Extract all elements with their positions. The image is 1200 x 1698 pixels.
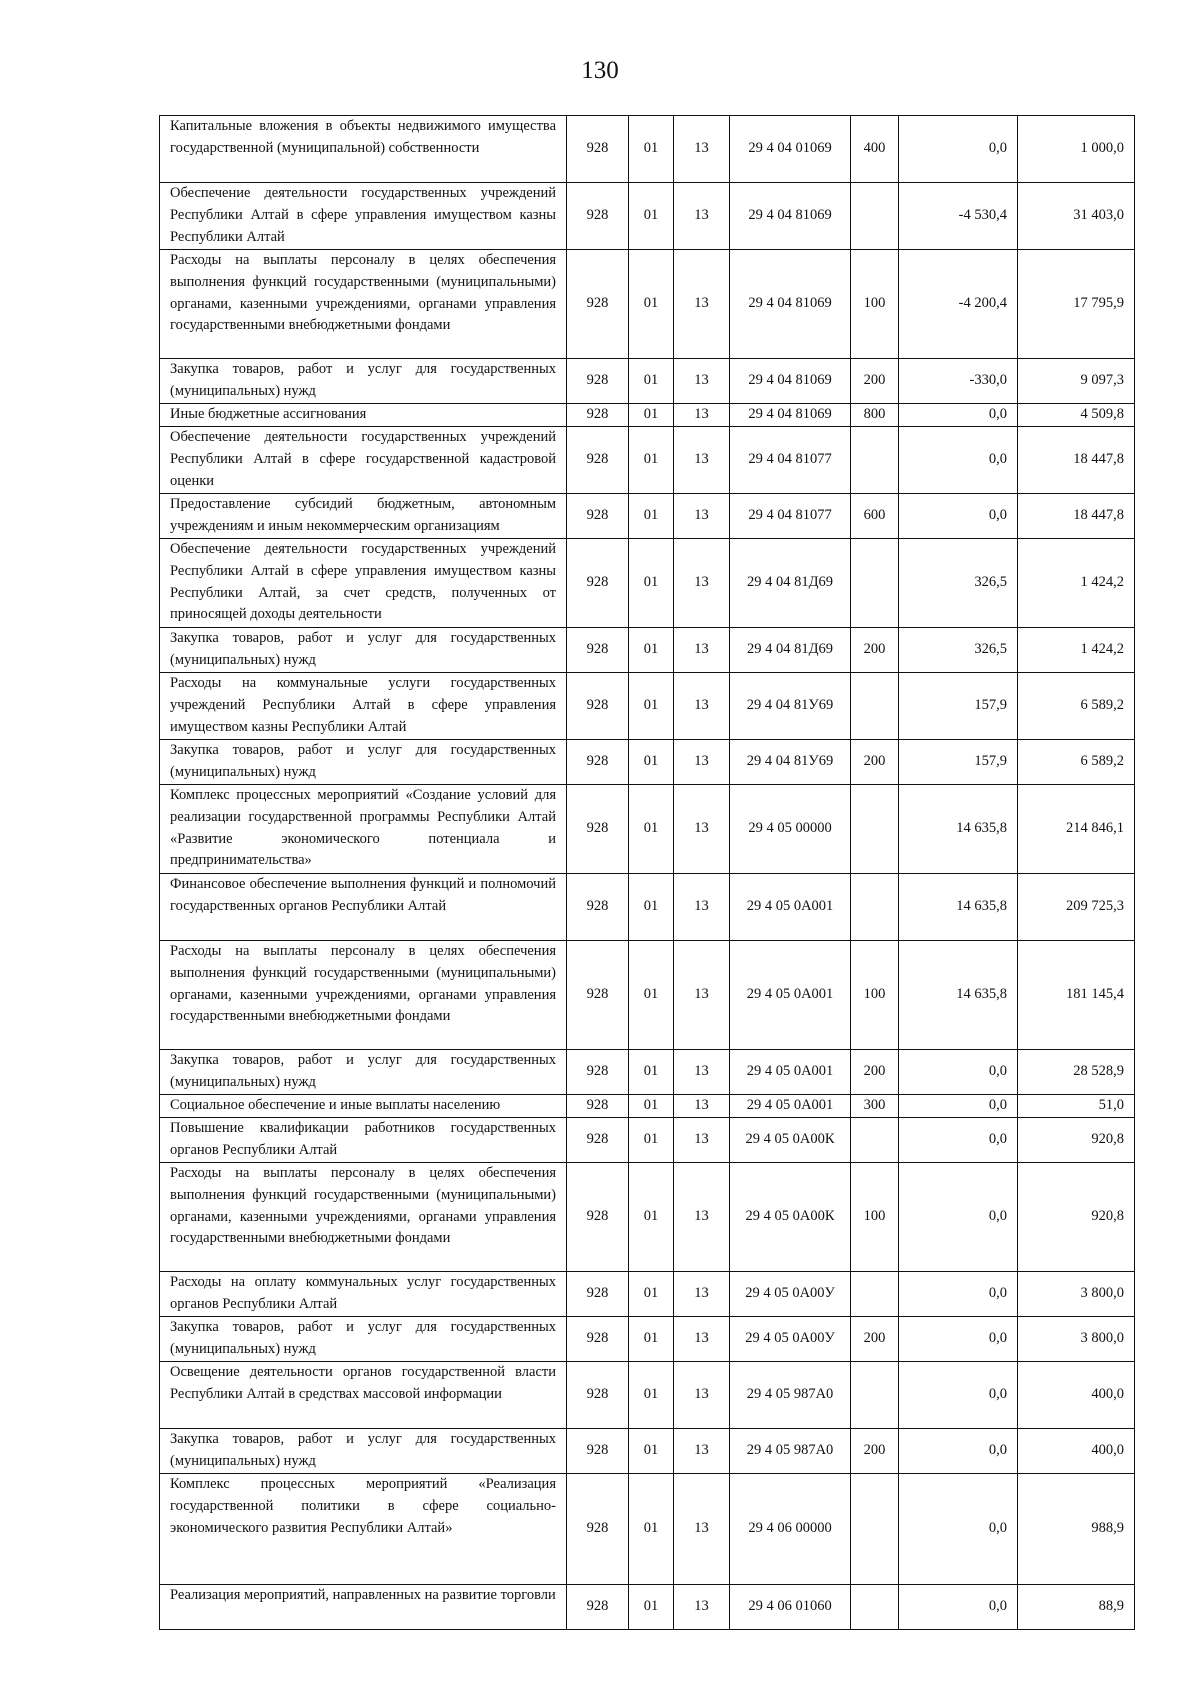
row-rz-cell: 01 bbox=[629, 183, 674, 250]
row-rz-cell: 01 bbox=[629, 628, 674, 673]
row-pr-cell: 13 bbox=[674, 1118, 730, 1163]
row-vr-cell: 200 bbox=[851, 628, 899, 673]
table-row bbox=[160, 740, 1135, 785]
row-gr-cell: 928 bbox=[567, 785, 629, 874]
row-pr-cell: 13 bbox=[674, 539, 730, 628]
row-total-cell: 6 589,2 bbox=[1018, 740, 1135, 785]
row-total-cell: 4 509,8 bbox=[1018, 404, 1135, 427]
row-csr-cell: 29 4 04 81Д69 bbox=[730, 628, 851, 673]
row-pr-cell: 13 bbox=[674, 427, 730, 494]
row-change-cell: 0,0 bbox=[899, 1474, 1018, 1585]
row-name-cell: Социальное обеспечение и иные выплаты населению bbox=[160, 1095, 567, 1118]
row-rz-cell: 01 bbox=[629, 1585, 674, 1630]
row-change-cell: -4 200,4 bbox=[899, 250, 1018, 359]
row-pr-cell: 13 bbox=[674, 1429, 730, 1474]
table-row bbox=[160, 427, 1135, 494]
row-gr-cell: 928 bbox=[567, 740, 629, 785]
row-name-cell: Обеспечение деятельности государственных учреждений Республики Алтай в сфере управления имуществом казны Республики Алтай, за счет средств, полученных от приносящей доходы деятельности bbox=[160, 539, 567, 628]
row-pr-cell: 13 bbox=[674, 874, 730, 941]
row-vr-cell bbox=[851, 673, 899, 740]
row-gr-cell: 928 bbox=[567, 1118, 629, 1163]
table-row bbox=[160, 1095, 1135, 1118]
row-pr-cell: 13 bbox=[674, 628, 730, 673]
row-vr-cell bbox=[851, 427, 899, 494]
row-gr-cell: 928 bbox=[567, 404, 629, 427]
row-csr-cell: 29 4 05 00000 bbox=[730, 785, 851, 874]
row-vr-cell: 200 bbox=[851, 740, 899, 785]
row-name-cell: Закупка товаров, работ и услуг для государственных (муниципальных) нужд bbox=[160, 628, 567, 673]
row-name-cell: Обеспечение деятельности государственных учреждений Республики Алтай в сфере управления имуществом казны Республики Алтай bbox=[160, 183, 567, 250]
row-pr-cell: 13 bbox=[674, 1163, 730, 1272]
row-gr-cell: 928 bbox=[567, 539, 629, 628]
table-row bbox=[160, 404, 1135, 427]
row-total-cell: 1 000,0 bbox=[1018, 116, 1135, 183]
row-rz-cell: 01 bbox=[629, 116, 674, 183]
row-csr-cell: 29 4 05 987А0 bbox=[730, 1362, 851, 1429]
row-name-cell: Предоставление субсидий бюджетным, автономным учреждениям и иным некоммерческим организациям bbox=[160, 494, 567, 539]
row-total-cell: 209 725,3 bbox=[1018, 874, 1135, 941]
row-pr-cell: 13 bbox=[674, 404, 730, 427]
row-csr-cell: 29 4 04 81077 bbox=[730, 427, 851, 494]
row-csr-cell: 29 4 05 0А001 bbox=[730, 1095, 851, 1118]
row-gr-cell: 928 bbox=[567, 1429, 629, 1474]
row-vr-cell bbox=[851, 1272, 899, 1317]
row-gr-cell: 928 bbox=[567, 359, 629, 404]
row-change-cell: 0,0 bbox=[899, 1118, 1018, 1163]
row-change-cell: 14 635,8 bbox=[899, 941, 1018, 1050]
row-rz-cell: 01 bbox=[629, 1474, 674, 1585]
row-csr-cell: 29 4 05 0А001 bbox=[730, 874, 851, 941]
row-pr-cell: 13 bbox=[674, 359, 730, 404]
table-row bbox=[160, 941, 1135, 1050]
row-change-cell: 14 635,8 bbox=[899, 874, 1018, 941]
row-rz-cell: 01 bbox=[629, 1118, 674, 1163]
table-row bbox=[160, 1317, 1135, 1362]
row-gr-cell: 928 bbox=[567, 427, 629, 494]
row-gr-cell: 928 bbox=[567, 1362, 629, 1429]
row-csr-cell: 29 4 04 81077 bbox=[730, 494, 851, 539]
row-name-cell: Комплекс процессных мероприятий «Создание условий для реализации государственной программы Республики Алтай «Развитие экономического потенциала и предпринимательства» bbox=[160, 785, 567, 874]
row-total-cell: 181 145,4 bbox=[1018, 941, 1135, 1050]
row-name-cell: Расходы на выплаты персоналу в целях обеспечения выполнения функций государственными (муниципальными) органами, казенными учреждениями, органами управления государственными внебюджетными фондами bbox=[160, 250, 567, 359]
row-csr-cell: 29 4 04 81069 bbox=[730, 404, 851, 427]
row-name-cell: Расходы на коммунальные услуги государственных учреждений Республики Алтай в сфере управления имуществом казны Республики Алтай bbox=[160, 673, 567, 740]
row-change-cell: 326,5 bbox=[899, 628, 1018, 673]
row-gr-cell: 928 bbox=[567, 1272, 629, 1317]
row-change-cell: -330,0 bbox=[899, 359, 1018, 404]
row-rz-cell: 01 bbox=[629, 1317, 674, 1362]
row-total-cell: 28 528,9 bbox=[1018, 1050, 1135, 1095]
row-name-cell: Повышение квалификации работников государственных органов Республики Алтай bbox=[160, 1118, 567, 1163]
row-change-cell: 0,0 bbox=[899, 1163, 1018, 1272]
table-row bbox=[160, 116, 1135, 183]
row-name-cell: Закупка товаров, работ и услуг для государственных (муниципальных) нужд bbox=[160, 1429, 567, 1474]
row-change-cell: 326,5 bbox=[899, 539, 1018, 628]
row-vr-cell bbox=[851, 1585, 899, 1630]
row-csr-cell: 29 4 06 01060 bbox=[730, 1585, 851, 1630]
row-vr-cell: 200 bbox=[851, 1429, 899, 1474]
row-vr-cell bbox=[851, 539, 899, 628]
row-gr-cell: 928 bbox=[567, 1050, 629, 1095]
row-pr-cell: 13 bbox=[674, 740, 730, 785]
table-row bbox=[160, 1118, 1135, 1163]
row-gr-cell: 928 bbox=[567, 1317, 629, 1362]
row-vr-cell bbox=[851, 1118, 899, 1163]
row-vr-cell: 200 bbox=[851, 359, 899, 404]
row-gr-cell: 928 bbox=[567, 874, 629, 941]
row-vr-cell bbox=[851, 1474, 899, 1585]
row-vr-cell bbox=[851, 874, 899, 941]
row-pr-cell: 13 bbox=[674, 673, 730, 740]
row-rz-cell: 01 bbox=[629, 941, 674, 1050]
row-rz-cell: 01 bbox=[629, 1272, 674, 1317]
table-row bbox=[160, 494, 1135, 539]
row-csr-cell: 29 4 04 01069 bbox=[730, 116, 851, 183]
row-csr-cell: 29 4 04 81У69 bbox=[730, 740, 851, 785]
row-change-cell: 0,0 bbox=[899, 1362, 1018, 1429]
row-total-cell: 920,8 bbox=[1018, 1118, 1135, 1163]
row-pr-cell: 13 bbox=[674, 494, 730, 539]
row-vr-cell: 100 bbox=[851, 941, 899, 1050]
row-gr-cell: 928 bbox=[567, 1585, 629, 1630]
row-change-cell: 157,9 bbox=[899, 673, 1018, 740]
row-csr-cell: 29 4 04 81Д69 bbox=[730, 539, 851, 628]
budget-table bbox=[159, 115, 1135, 1630]
row-change-cell: 0,0 bbox=[899, 1050, 1018, 1095]
table-row bbox=[160, 785, 1135, 874]
row-vr-cell: 200 bbox=[851, 1317, 899, 1362]
row-vr-cell bbox=[851, 785, 899, 874]
row-name-cell: Обеспечение деятельности государственных учреждений Республики Алтай в сфере государственной кадастровой оценки bbox=[160, 427, 567, 494]
row-gr-cell: 928 bbox=[567, 1095, 629, 1118]
row-rz-cell: 01 bbox=[629, 1095, 674, 1118]
row-total-cell: 3 800,0 bbox=[1018, 1317, 1135, 1362]
row-pr-cell: 13 bbox=[674, 1362, 730, 1429]
table-row bbox=[160, 673, 1135, 740]
table-row bbox=[160, 1163, 1135, 1272]
row-gr-cell: 928 bbox=[567, 250, 629, 359]
row-gr-cell: 928 bbox=[567, 183, 629, 250]
row-total-cell: 88,9 bbox=[1018, 1585, 1135, 1630]
row-total-cell: 18 447,8 bbox=[1018, 427, 1135, 494]
row-gr-cell: 928 bbox=[567, 628, 629, 673]
row-change-cell: 157,9 bbox=[899, 740, 1018, 785]
row-name-cell: Освещение деятельности органов государственной власти Республики Алтай в средствах массовой информации bbox=[160, 1362, 567, 1429]
row-rz-cell: 01 bbox=[629, 359, 674, 404]
row-gr-cell: 928 bbox=[567, 1474, 629, 1585]
row-vr-cell bbox=[851, 1362, 899, 1429]
row-pr-cell: 13 bbox=[674, 1272, 730, 1317]
row-rz-cell: 01 bbox=[629, 494, 674, 539]
row-rz-cell: 01 bbox=[629, 740, 674, 785]
row-rz-cell: 01 bbox=[629, 1362, 674, 1429]
row-change-cell: 0,0 bbox=[899, 404, 1018, 427]
row-total-cell: 400,0 bbox=[1018, 1362, 1135, 1429]
row-change-cell: 0,0 bbox=[899, 1429, 1018, 1474]
row-rz-cell: 01 bbox=[629, 427, 674, 494]
row-change-cell: 0,0 bbox=[899, 1272, 1018, 1317]
row-rz-cell: 01 bbox=[629, 1429, 674, 1474]
row-rz-cell: 01 bbox=[629, 250, 674, 359]
row-name-cell: Закупка товаров, работ и услуг для государственных (муниципальных) нужд bbox=[160, 1050, 567, 1095]
row-pr-cell: 13 bbox=[674, 250, 730, 359]
row-rz-cell: 01 bbox=[629, 404, 674, 427]
row-total-cell: 920,8 bbox=[1018, 1163, 1135, 1272]
row-vr-cell bbox=[851, 183, 899, 250]
row-csr-cell: 29 4 04 81069 bbox=[730, 359, 851, 404]
row-total-cell: 400,0 bbox=[1018, 1429, 1135, 1474]
row-name-cell: Финансовое обеспечение выполнения функций и полномочий государственных органов Республики Алтай bbox=[160, 874, 567, 941]
row-name-cell: Иные бюджетные ассигнования bbox=[160, 404, 567, 427]
row-total-cell: 3 800,0 bbox=[1018, 1272, 1135, 1317]
row-pr-cell: 13 bbox=[674, 1050, 730, 1095]
row-vr-cell: 100 bbox=[851, 250, 899, 359]
table-row bbox=[160, 874, 1135, 941]
row-pr-cell: 13 bbox=[674, 1474, 730, 1585]
row-rz-cell: 01 bbox=[629, 673, 674, 740]
row-change-cell: 0,0 bbox=[899, 1585, 1018, 1630]
row-total-cell: 1 424,2 bbox=[1018, 628, 1135, 673]
row-total-cell: 17 795,9 bbox=[1018, 250, 1135, 359]
row-csr-cell: 29 4 04 81069 bbox=[730, 250, 851, 359]
row-vr-cell: 400 bbox=[851, 116, 899, 183]
row-change-cell: 14 635,8 bbox=[899, 785, 1018, 874]
table-row bbox=[160, 1585, 1135, 1630]
row-gr-cell: 928 bbox=[567, 1163, 629, 1272]
row-total-cell: 6 589,2 bbox=[1018, 673, 1135, 740]
row-gr-cell: 928 bbox=[567, 941, 629, 1050]
row-rz-cell: 01 bbox=[629, 1163, 674, 1272]
row-name-cell: Закупка товаров, работ и услуг для государственных (муниципальных) нужд bbox=[160, 1317, 567, 1362]
row-name-cell: Расходы на оплату коммунальных услуг государственных органов Республики Алтай bbox=[160, 1272, 567, 1317]
row-gr-cell: 928 bbox=[567, 494, 629, 539]
row-gr-cell: 928 bbox=[567, 673, 629, 740]
row-change-cell: 0,0 bbox=[899, 1317, 1018, 1362]
row-change-cell: 0,0 bbox=[899, 116, 1018, 183]
row-pr-cell: 13 bbox=[674, 116, 730, 183]
row-change-cell: -4 530,4 bbox=[899, 183, 1018, 250]
table-row bbox=[160, 1474, 1135, 1585]
row-change-cell: 0,0 bbox=[899, 427, 1018, 494]
row-rz-cell: 01 bbox=[629, 1050, 674, 1095]
row-gr-cell: 928 bbox=[567, 116, 629, 183]
row-rz-cell: 01 bbox=[629, 874, 674, 941]
row-vr-cell: 600 bbox=[851, 494, 899, 539]
table-row bbox=[160, 1050, 1135, 1095]
row-total-cell: 9 097,3 bbox=[1018, 359, 1135, 404]
row-name-cell: Реализация мероприятий, направленных на развитие торговли bbox=[160, 1585, 567, 1630]
table-row bbox=[160, 628, 1135, 673]
row-total-cell: 31 403,0 bbox=[1018, 183, 1135, 250]
row-name-cell: Расходы на выплаты персоналу в целях обеспечения выполнения функций государственными (муниципальными) органами, казенными учреждениями, органами управления государственными внебюджетными фондами bbox=[160, 1163, 567, 1272]
row-csr-cell: 29 4 05 0А00У bbox=[730, 1317, 851, 1362]
table-row bbox=[160, 539, 1135, 628]
row-csr-cell: 29 4 05 987А0 bbox=[730, 1429, 851, 1474]
row-csr-cell: 29 4 04 81У69 bbox=[730, 673, 851, 740]
row-pr-cell: 13 bbox=[674, 1317, 730, 1362]
row-csr-cell: 29 4 05 0А001 bbox=[730, 1050, 851, 1095]
row-name-cell: Капитальные вложения в объекты недвижимого имущества государственной (муниципальной) собственности bbox=[160, 116, 567, 183]
row-name-cell: Закупка товаров, работ и услуг для государственных (муниципальных) нужд bbox=[160, 359, 567, 404]
row-csr-cell: 29 4 06 00000 bbox=[730, 1474, 851, 1585]
row-change-cell: 0,0 bbox=[899, 1095, 1018, 1118]
row-csr-cell: 29 4 05 0А00У bbox=[730, 1272, 851, 1317]
row-pr-cell: 13 bbox=[674, 785, 730, 874]
table-row bbox=[160, 1272, 1135, 1317]
page-number: 130 bbox=[581, 57, 619, 84]
row-total-cell: 988,9 bbox=[1018, 1474, 1135, 1585]
row-vr-cell: 800 bbox=[851, 404, 899, 427]
row-rz-cell: 01 bbox=[629, 539, 674, 628]
table-row bbox=[160, 250, 1135, 359]
row-total-cell: 18 447,8 bbox=[1018, 494, 1135, 539]
row-pr-cell: 13 bbox=[674, 1095, 730, 1118]
row-pr-cell: 13 bbox=[674, 183, 730, 250]
row-vr-cell: 200 bbox=[851, 1050, 899, 1095]
row-change-cell: 0,0 bbox=[899, 494, 1018, 539]
table-row bbox=[160, 1362, 1135, 1429]
row-rz-cell: 01 bbox=[629, 785, 674, 874]
table-row bbox=[160, 1429, 1135, 1474]
row-vr-cell: 100 bbox=[851, 1163, 899, 1272]
row-total-cell: 1 424,2 bbox=[1018, 539, 1135, 628]
row-total-cell: 51,0 bbox=[1018, 1095, 1135, 1118]
row-name-cell: Комплекс процессных мероприятий «Реализация государственной политики в сфере социально-экономического развития Республики Алтай» bbox=[160, 1474, 567, 1585]
row-csr-cell: 29 4 05 0А001 bbox=[730, 941, 851, 1050]
row-csr-cell: 29 4 04 81069 bbox=[730, 183, 851, 250]
row-pr-cell: 13 bbox=[674, 941, 730, 1050]
row-csr-cell: 29 4 05 0А00К bbox=[730, 1163, 851, 1272]
row-name-cell: Закупка товаров, работ и услуг для государственных (муниципальных) нужд bbox=[160, 740, 567, 785]
row-vr-cell: 300 bbox=[851, 1095, 899, 1118]
row-pr-cell: 13 bbox=[674, 1585, 730, 1630]
row-total-cell: 214 846,1 bbox=[1018, 785, 1135, 874]
row-csr-cell: 29 4 05 0А00К bbox=[730, 1118, 851, 1163]
row-name-cell: Расходы на выплаты персоналу в целях обеспечения выполнения функций государственными (муниципальными) органами, казенными учреждениями, органами управления государственными внебюджетными фондами bbox=[160, 941, 567, 1050]
table-row bbox=[160, 183, 1135, 250]
table-row bbox=[160, 359, 1135, 404]
budget-table-body bbox=[160, 116, 1135, 1630]
